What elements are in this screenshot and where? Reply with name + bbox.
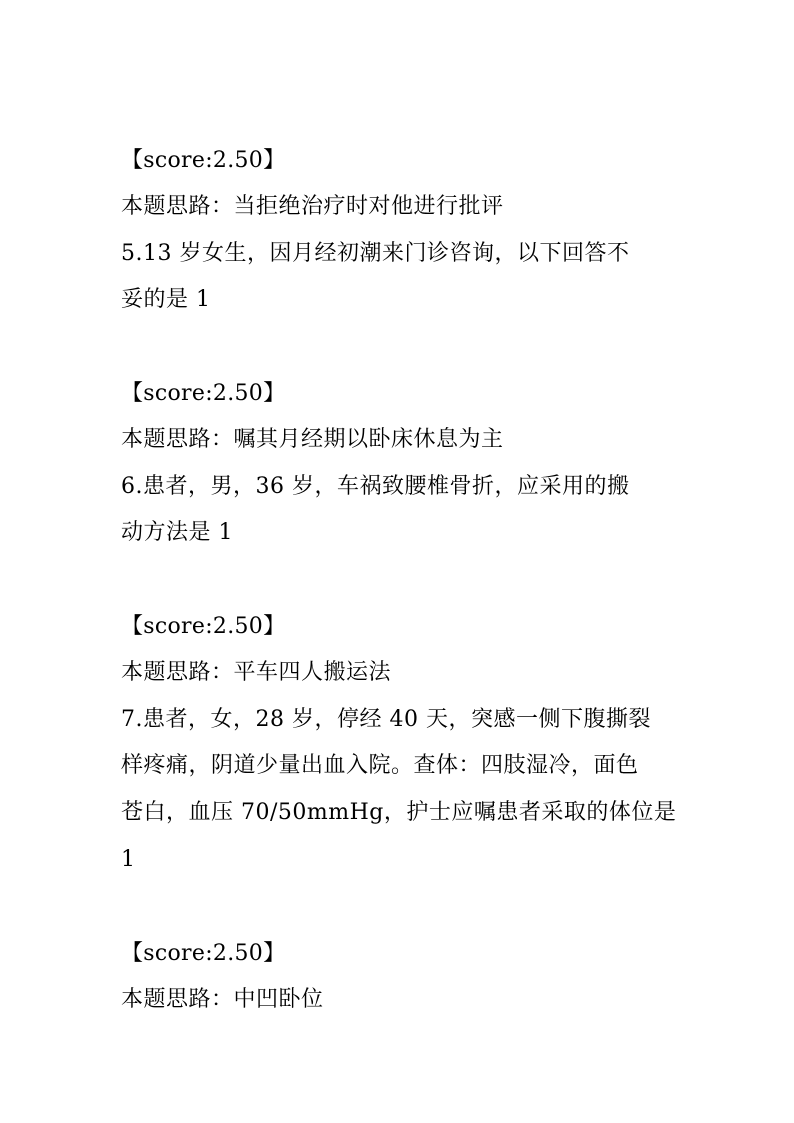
explanation-text: 本题思路：嘱其月经期以卧床休息为主 <box>121 427 504 452</box>
question-5-line-1: 5.13 岁女生，因月经初潮来门诊咨询，以下回答不 <box>121 241 630 266</box>
explanation-text: 本题思路：当拒绝治疗时对他进行批评 <box>121 194 504 219</box>
explanation-text: 本题思路：平车四人搬运法 <box>121 660 392 685</box>
explanation-text: 本题思路：中凹卧位 <box>121 987 324 1012</box>
question-7-line-1: 7.患者，女，28 岁，停经 40 天，突感一侧下腹撕裂 <box>121 707 651 732</box>
score-label: 【score:2.50】 <box>121 381 286 406</box>
question-7-line-2: 样疼痛，阴道少量出血入院。查体：四肢湿冷，面色 <box>121 753 639 778</box>
question-5-line-2: 妥的是 1 <box>121 287 211 312</box>
score-label: 【score:2.50】 <box>121 148 286 173</box>
question-7-line-4: 1 <box>121 847 136 872</box>
question-6-line-1: 6.患者，男，36 岁，车祸致腰椎骨折，应采用的搬 <box>121 474 630 499</box>
score-label: 【score:2.50】 <box>121 941 286 966</box>
question-6-line-2: 动方法是 1 <box>121 520 233 545</box>
score-label: 【score:2.50】 <box>121 614 286 639</box>
question-7-line-3: 苍白，血压 70/50mmHg，护士应嘱患者采取的体位是 <box>121 800 677 825</box>
